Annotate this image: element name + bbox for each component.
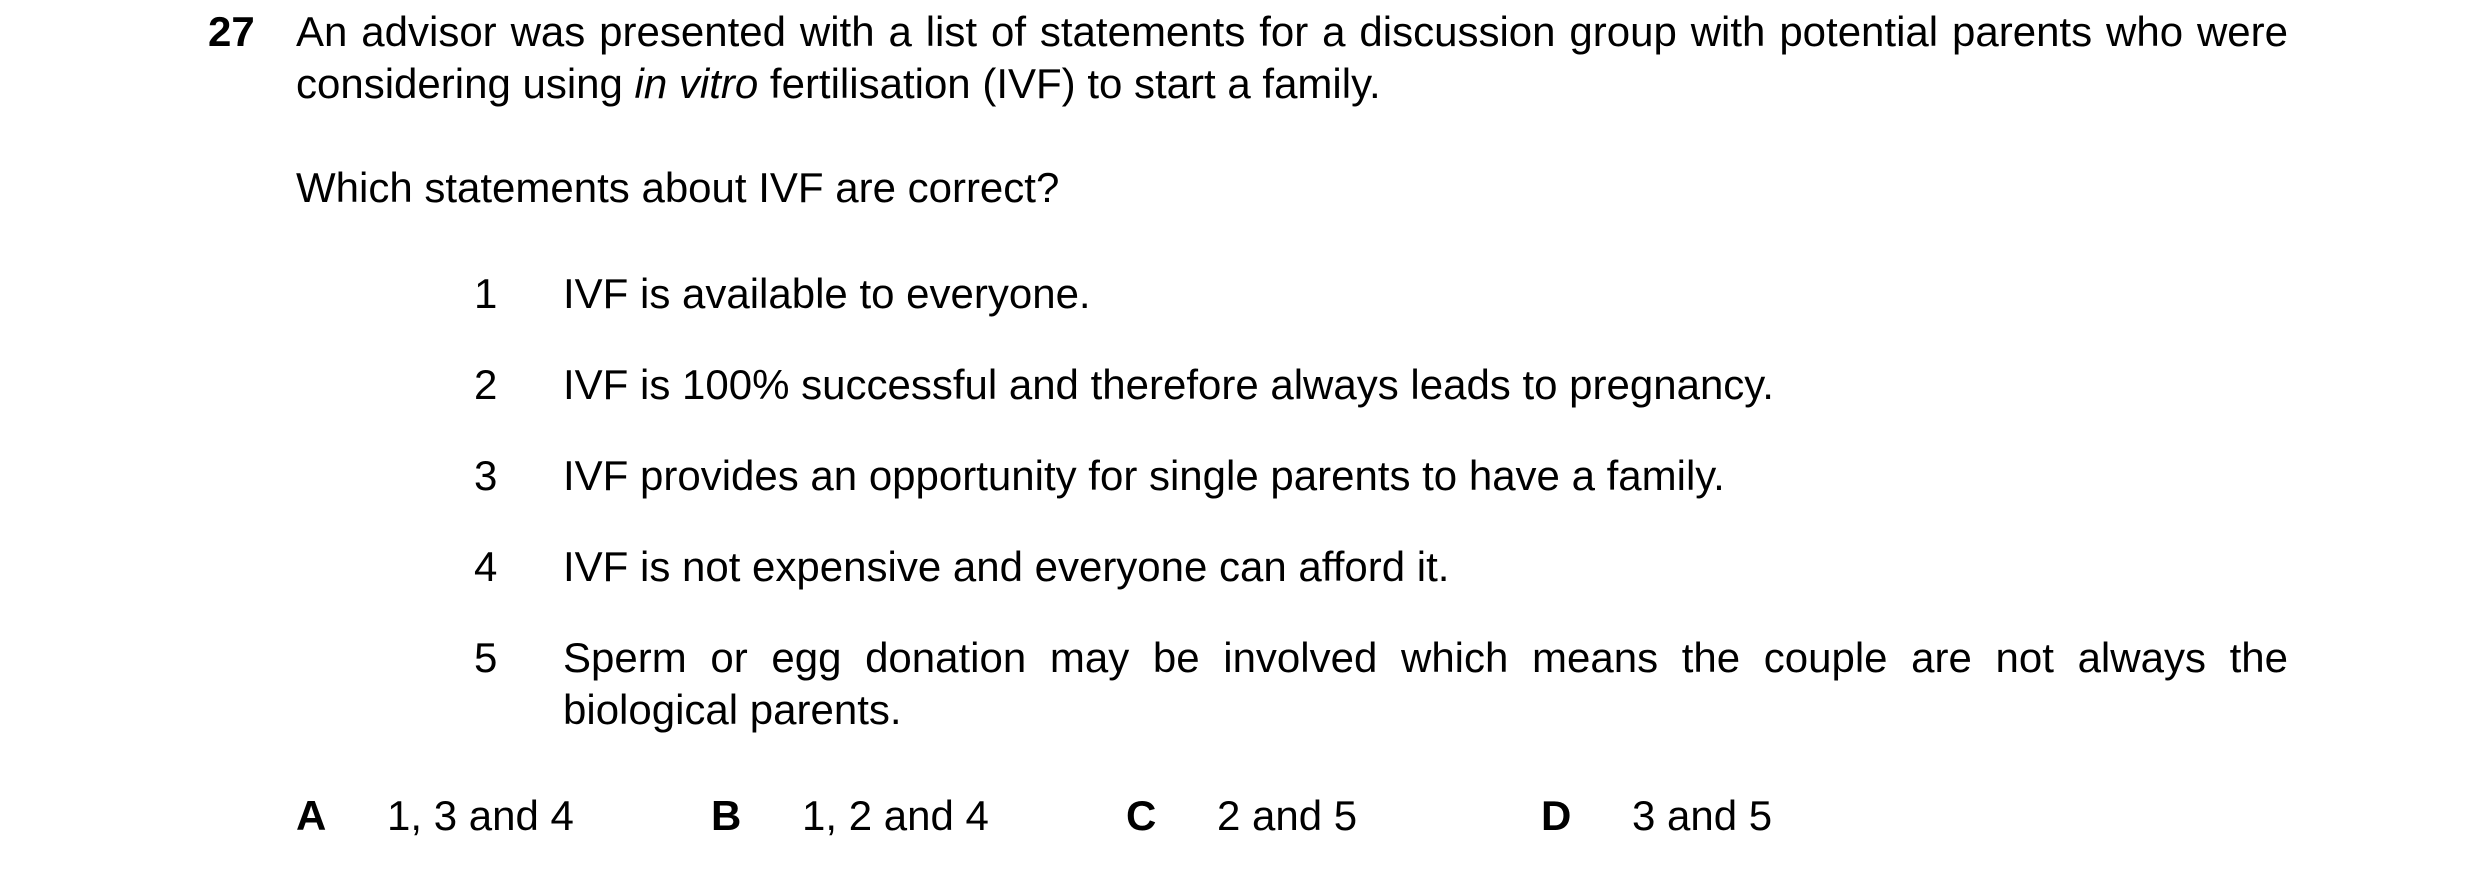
option-text: 1, 3 and 4 bbox=[387, 792, 574, 839]
option-text: 3 and 5 bbox=[1632, 792, 1773, 839]
question-stem bbox=[296, 6, 2288, 110]
statement-text: IVF is not expensive and everyone can afford it. bbox=[563, 543, 1450, 590]
statement-number: 5 bbox=[474, 634, 498, 681]
option-letter: C bbox=[1126, 792, 1157, 839]
option-letter: D bbox=[1541, 792, 1572, 839]
option-text: 1, 2 and 4 bbox=[802, 792, 989, 839]
question-prompt: Which statements about IVF are correct? bbox=[296, 164, 1060, 211]
statement-number: 2 bbox=[474, 361, 498, 408]
option-letter: A bbox=[296, 792, 327, 839]
statement-text: IVF is available to everyone. bbox=[563, 270, 1091, 317]
statement-text: IVF provides an opportunity for single parents to have a family. bbox=[563, 452, 1725, 499]
statement-number: 3 bbox=[474, 452, 498, 499]
stem-italic-term: in vitro bbox=[634, 60, 759, 107]
stem-text-part-1: An advisor was presented with a list of statements for a discussion group with potential parents who were considering using bbox=[296, 8, 2288, 107]
statement-number: 1 bbox=[474, 270, 498, 317]
stem-text-part-2: fertilisation (IVF) to start a family. bbox=[758, 60, 1381, 107]
statement-text: Sperm or egg donation may be involved which means the couple are not always the biological parents. bbox=[563, 634, 2288, 733]
statement-text: IVF is 100% successful and therefore always leads to pregnancy. bbox=[563, 361, 1774, 408]
option-text: 2 and 5 bbox=[1217, 792, 1358, 839]
question-number: 27 bbox=[208, 8, 255, 55]
statement-number: 4 bbox=[474, 543, 498, 590]
option-letter: B bbox=[711, 792, 742, 839]
